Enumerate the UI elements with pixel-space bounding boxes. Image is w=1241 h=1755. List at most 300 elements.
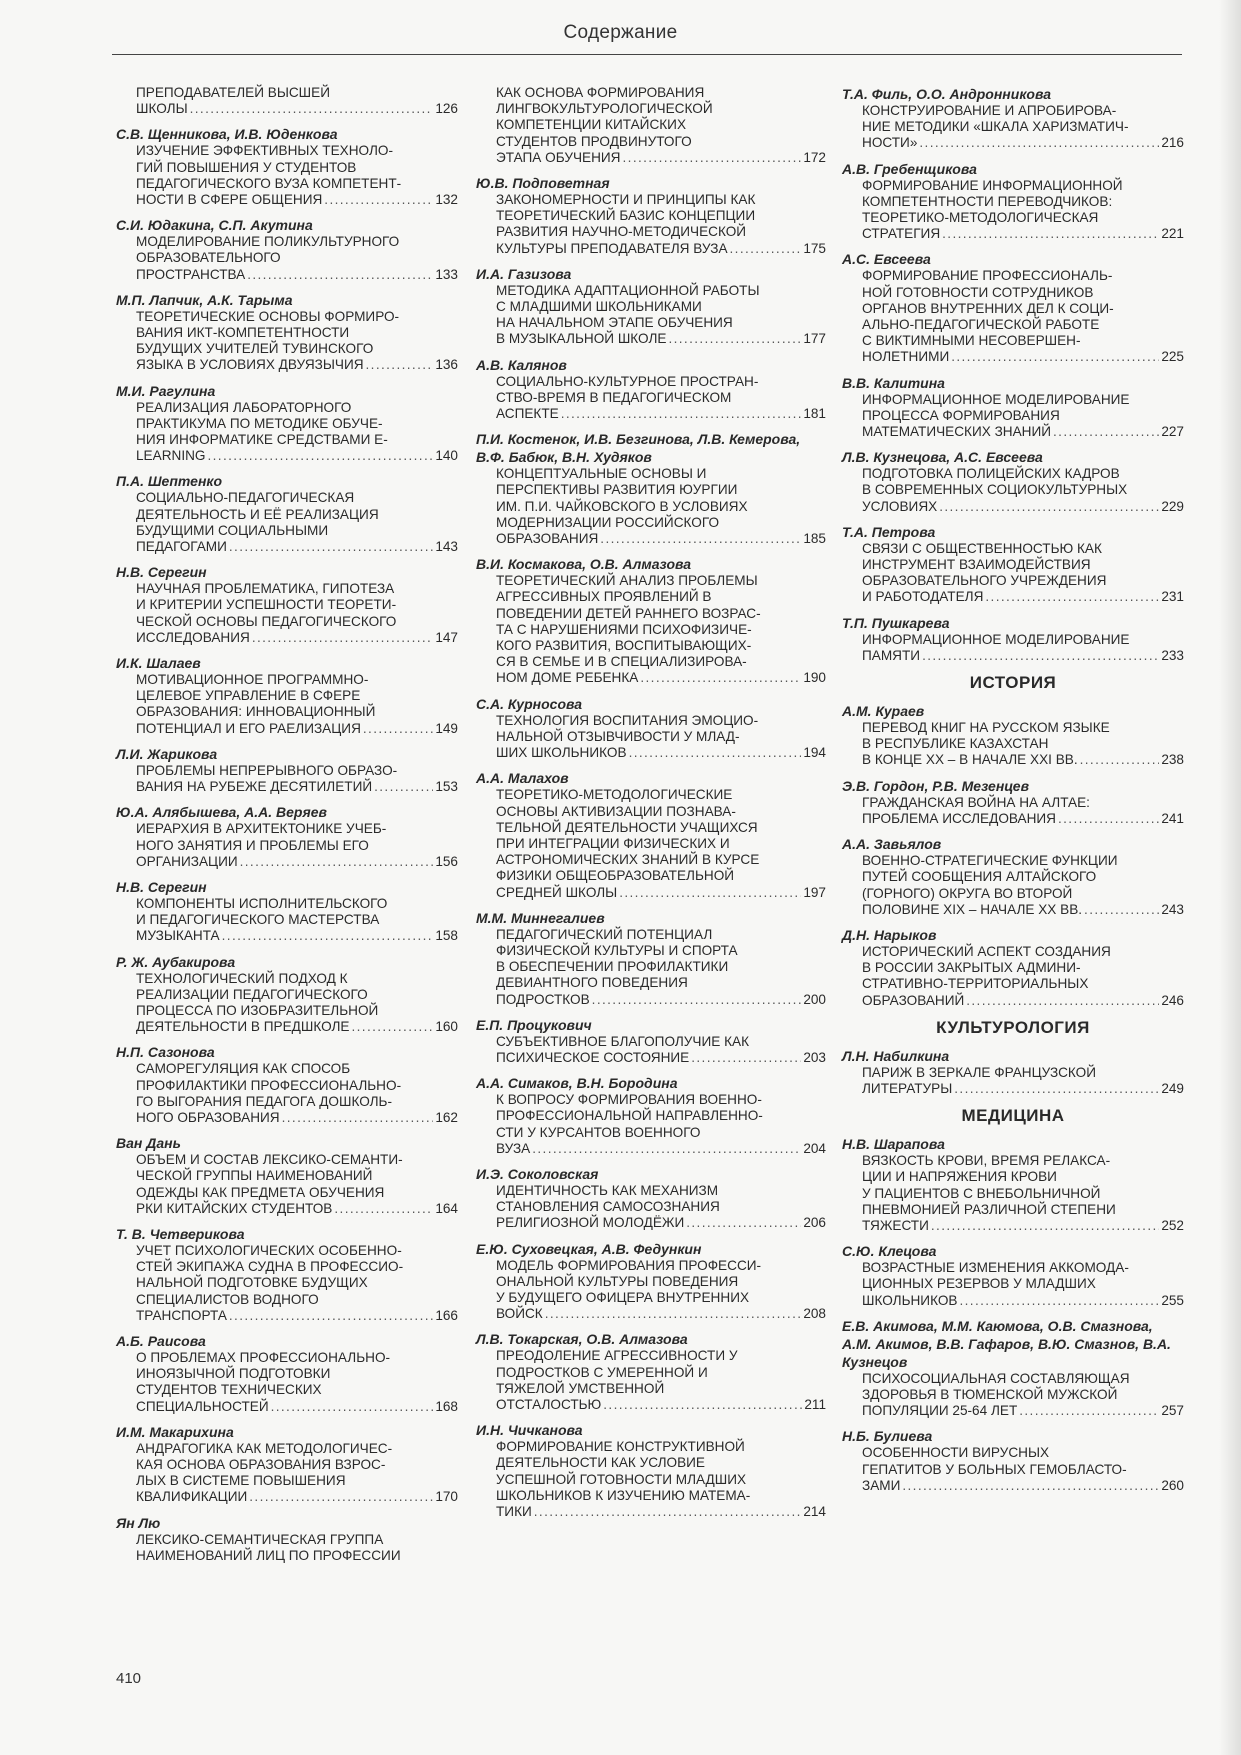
entry-title-line: ТЕЛЬНОЙ ДЕЯТЕЛЬНОСТИ УЧАЩИХСЯ bbox=[496, 819, 758, 835]
entry-title-line bbox=[136, 1489, 458, 1505]
entry-title-text: СПЕЦИАЛЬНОСТЕЙ bbox=[136, 1398, 269, 1414]
entry-title-text: СРЕДНЕЙ ШКОЛЫ bbox=[496, 884, 618, 900]
entry-title-line: ФОРМИРОВАНИЕ ИНФОРМАЦИОННОЙ bbox=[862, 177, 1123, 193]
toc-entry bbox=[116, 803, 458, 870]
entry-page-number: 136 bbox=[435, 357, 458, 373]
entry-title-line: ОБРАЗОВАТЕЛЬНОГО УЧРЕЖДЕНИЯ bbox=[862, 573, 1107, 589]
entry-title-line: У БУДУЩЕГО ОФИЦЕРА ВНУТРЕННИХ bbox=[496, 1289, 750, 1305]
entry-authors: Н.В. Серегин bbox=[116, 564, 207, 581]
toc-entry bbox=[842, 160, 1184, 243]
dot-leader bbox=[222, 928, 434, 944]
toc-entry bbox=[476, 430, 826, 547]
toc-entry bbox=[116, 1134, 458, 1217]
entry-title bbox=[842, 1065, 1184, 1097]
entry-authors: Ван Дань bbox=[116, 1135, 181, 1152]
toc-entry bbox=[116, 472, 458, 555]
entry-title bbox=[842, 944, 1184, 1009]
entry-title-line bbox=[136, 1019, 458, 1035]
entry-title-line: И ПЕДАГОГИЧЕСКОГО МАСТЕРСТВА bbox=[136, 912, 380, 928]
entry-authors: С.И. Юдакина, С.П. Акутина bbox=[116, 217, 313, 234]
dot-leader bbox=[229, 1308, 433, 1324]
entry-title-text: ШКОЛЫ bbox=[136, 101, 188, 117]
entry-title bbox=[116, 896, 458, 945]
entry-authors: С.В. Щенникова, И.В. Юденкова bbox=[116, 126, 338, 143]
entry-title-line bbox=[862, 349, 1184, 365]
section-heading: КУЛЬТУРОЛОГИЯ bbox=[936, 1017, 1090, 1037]
toc-entry bbox=[476, 356, 826, 423]
toc-entry bbox=[842, 1427, 1184, 1494]
entry-title-line: КОНСТРУИРОВАНИЕ И АПРОБИРОВА- bbox=[862, 103, 1117, 118]
entry-title-line: ОСНОВЫ АКТИВИЗАЦИИ ПОЗНАВА- bbox=[496, 803, 736, 819]
entry-title-line bbox=[496, 241, 826, 257]
entry-title-line: СЯ В СЕМЬЕ И В СПЕЦИАЛИЗИРОВА- bbox=[496, 654, 747, 670]
dot-leader bbox=[600, 531, 801, 547]
entry-title-text: СТРАТЕГИЯ bbox=[862, 226, 941, 242]
entry-title-line: СТЕЙ ЭКИПАЖА СУДНА В ПРОФЕССИО- bbox=[136, 1259, 404, 1275]
entry-title-line: (ГОРНОГО) ОКРУГА ВО ВТОРОЙ bbox=[862, 885, 1073, 901]
toc-entry bbox=[116, 1514, 458, 1564]
entry-title-line bbox=[862, 1218, 1184, 1234]
entry-title-line: КОМПОНЕНТЫ ИСПОЛНИТЕЛЬСКОГО bbox=[136, 895, 388, 911]
dot-leader bbox=[629, 745, 802, 761]
entry-page-number: 211 bbox=[804, 1396, 826, 1412]
entry-title-line: КОГО РАЗВИТИЯ, ВОСПИТЫВАЮЩИХ- bbox=[496, 638, 752, 654]
entry-page-number: 175 bbox=[803, 240, 826, 256]
entry-title-line: НОГО ЗАНЯТИЯ И ПРОБЛЕМЫ ЕГО bbox=[136, 837, 369, 853]
entry-title-line: ГЕПАТИТОВ У БОЛЬНЫХ ГЕМОБЛАСТО- bbox=[862, 1461, 1127, 1477]
entry-title-line: ПЕРЕВОД КНИГ НА РУССКОМ ЯЗЫКЕ bbox=[862, 720, 1110, 736]
entry-title-line: УСПЕШНОЙ ГОТОВНОСТИ МЛАДШИХ bbox=[496, 1471, 747, 1487]
entry-title-text: ШИХ ШКОЛЬНИКОВ bbox=[496, 745, 627, 761]
entry-authors: И.М. Макарихина bbox=[116, 1423, 234, 1440]
entry-title bbox=[116, 1532, 458, 1564]
toc-entry bbox=[842, 374, 1184, 441]
entry-title-line: ТЕОРЕТИЧЕСКИЙ БАЗИС КОНЦЕПЦИИ bbox=[496, 208, 756, 224]
entry-title-line: СТАНОВЛЕНИЯ САМОСОЗНАНИЯ bbox=[496, 1199, 720, 1215]
entry-authors: И.А. Газизова bbox=[476, 265, 572, 282]
entry-title-line: ОБРАЗОВАТЕЛЬНОГО bbox=[136, 250, 281, 266]
entry-title-line: ИДЕНТИЧНОСТЬ КАК МЕХАНИЗМ bbox=[496, 1182, 719, 1198]
toc-column-1 bbox=[116, 85, 458, 1572]
entry-title bbox=[476, 1258, 826, 1323]
entry-page-number: 156 bbox=[435, 853, 458, 869]
toc-column-2 bbox=[476, 85, 826, 1528]
toc-entry bbox=[842, 1135, 1184, 1234]
toc-entry bbox=[116, 654, 458, 737]
entry-title-line: КАК ОСНОВА ФОРМИРОВАНИЯ bbox=[496, 85, 705, 100]
entry-authors: А.В. Гребенщикова bbox=[842, 160, 977, 177]
entry-title-line: ЛЫХ В СИСТЕМЕ ПОВЫШЕНИЯ bbox=[136, 1473, 346, 1489]
entry-title bbox=[842, 178, 1184, 243]
entry-title-line: В СОВРЕМЕННЫХ СОЦИОКУЛЬТУРНЫХ bbox=[862, 482, 1128, 498]
toc-entry bbox=[116, 1423, 458, 1506]
entry-title-line: И КРИТЕРИИ УСПЕШНОСТИ ТЕОРЕТИ- bbox=[136, 597, 397, 613]
entry-authors: П.А. Шептенко bbox=[116, 473, 223, 490]
entry-title-line bbox=[496, 1050, 826, 1066]
entry-title bbox=[476, 787, 826, 900]
entry-title-line: КОНЦЕПТУАЛЬНЫЕ ОСНОВЫ И bbox=[496, 466, 707, 482]
entry-title bbox=[842, 103, 1184, 152]
entry-title bbox=[116, 581, 458, 646]
entry-title-line bbox=[136, 448, 458, 464]
entry-title-line bbox=[862, 499, 1184, 515]
entry-title-line: СОЦИАЛЬНО-ПЕДАГОГИЧЕСКАЯ bbox=[136, 490, 355, 506]
entry-title-text: МУЗЫКАНТА bbox=[136, 928, 220, 944]
entry-authors: А.А. Малахов bbox=[476, 770, 569, 787]
toc-entry bbox=[116, 953, 458, 1036]
entry-title bbox=[842, 541, 1184, 606]
dot-leader bbox=[1084, 902, 1159, 918]
entry-title-line: У ПАЦИЕНТОВ С ВНЕБОЛЬНИЧНОЙ bbox=[862, 1185, 1101, 1201]
entry-title-line: ВАНИЯ ИКТ-КОМПЕТЕНТНОСТИ bbox=[136, 325, 350, 341]
entry-authors: В.В. Калитина bbox=[842, 374, 945, 391]
toc-entry bbox=[842, 835, 1184, 918]
entry-title-line: ПНЕВМОНИЕЙ РАЗЛИЧНОЙ СТЕПЕНИ bbox=[862, 1201, 1116, 1217]
entry-title-line: ПОДГОТОВКА ПОЛИЦЕЙСКИХ КАДРОВ bbox=[862, 466, 1120, 482]
entry-title-line: ЦИОННЫХ РЕЗЕРВОВ У МЛАДШИХ bbox=[862, 1276, 1096, 1292]
entry-page-number: 132 bbox=[435, 192, 458, 208]
entry-title bbox=[476, 374, 826, 423]
entry-authors: Е.Ю. Суховецкая, А.В. Федункин bbox=[476, 1240, 702, 1257]
entry-page-number: 221 bbox=[1161, 226, 1184, 242]
dot-leader bbox=[691, 1050, 801, 1066]
entry-page-number: 170 bbox=[435, 1489, 458, 1505]
toc-entry bbox=[476, 555, 826, 686]
toc-entry bbox=[476, 1074, 826, 1157]
entry-title-line: НОЙ ГОТОВНОСТИ СОТРУДНИКОВ bbox=[862, 284, 1094, 300]
entry-title bbox=[842, 853, 1184, 918]
entry-title-line bbox=[496, 406, 826, 422]
toc-entry bbox=[476, 695, 826, 762]
entry-authors: Л.В. Кузнецова, А.С. Евсеева bbox=[842, 449, 1043, 466]
entry-authors: В.И. Космакова, О.В. Алмазова bbox=[476, 556, 692, 573]
entry-title-line: ОСОБЕННОСТИ ВИРУСНЫХ bbox=[862, 1445, 1050, 1461]
entry-title-line: ИНОЯЗЫЧНОЙ ПОДГОТОВКИ bbox=[136, 1366, 331, 1382]
entry-title-text: УСЛОВИЯХ bbox=[862, 498, 938, 514]
entry-authors: А.А. Симаков, В.Н. Бородина bbox=[476, 1075, 678, 1092]
entry-title bbox=[476, 283, 826, 348]
entry-authors: Н.В. Серегин bbox=[116, 878, 207, 895]
entry-title-line: ПОДРОСТКОВ С УМЕРЕННОЙ И bbox=[496, 1364, 708, 1380]
toc-entry bbox=[842, 448, 1184, 515]
entry-title-line bbox=[136, 1308, 458, 1324]
entry-title bbox=[116, 1243, 458, 1324]
entry-title-text: ПАМЯТИ bbox=[862, 647, 921, 663]
entry-page-number: 194 bbox=[803, 745, 826, 761]
entry-page-number: 162 bbox=[435, 1109, 458, 1125]
dot-leader bbox=[922, 648, 1159, 664]
entry-title-line: ОБЪЕМ И СОСТАВ ЛЕКСИКО-СЕМАНТИ- bbox=[136, 1152, 403, 1168]
entry-title-line bbox=[862, 1478, 1184, 1494]
entry-title-line: БУДУЩИМИ СОЦИАЛЬНЫМИ bbox=[136, 522, 329, 538]
entry-title-text: ДЕЯТЕЛЬНОСТИ В ПРЕДШКОЛЕ bbox=[136, 1019, 350, 1035]
entry-authors: Ю.А. Алябышева, А.А. Веряев bbox=[116, 804, 327, 821]
entry-title bbox=[116, 85, 458, 117]
entry-title-text: LEARNING bbox=[136, 448, 206, 464]
entry-title-line bbox=[136, 267, 458, 283]
entry-title-line: В ОБЕСПЕЧЕНИИ ПРОФИЛАКТИКИ bbox=[496, 959, 729, 975]
entry-title-line bbox=[496, 992, 826, 1008]
dot-leader bbox=[1053, 424, 1159, 440]
toc-entry bbox=[842, 85, 1184, 152]
entry-title-line: ДЕЯТЕЛЬНОСТЬ И ЕЁ РЕАЛИЗАЦИЯ bbox=[136, 506, 379, 522]
entry-title-line bbox=[136, 630, 458, 646]
entry-page-number: 197 bbox=[803, 884, 826, 900]
entry-title-line: ЧЕСКОЙ ГРУППЫ НАИМЕНОВАНИЙ bbox=[136, 1168, 373, 1184]
entry-authors: И.К. Шалаев bbox=[116, 655, 201, 672]
entry-title-line bbox=[496, 1215, 826, 1231]
entry-page-number: 208 bbox=[803, 1306, 826, 1322]
dot-leader bbox=[939, 499, 1159, 515]
entry-page-number: 206 bbox=[803, 1215, 826, 1231]
entry-title-line: СТУДЕНТОВ ТЕХНИЧЕСКИХ bbox=[136, 1382, 322, 1398]
entry-title-line bbox=[136, 779, 458, 795]
entry-title-line: ПАРИЖ В ЗЕРКАЛЕ ФРАНЦУЗСКОЙ bbox=[862, 1064, 1096, 1080]
entry-title-line: ГРАЖДАНСКАЯ ВОЙНА НА АЛТАЕ: bbox=[862, 794, 1090, 810]
toc-entry bbox=[476, 1240, 826, 1323]
entry-authors: Р. Ж. Аубакирова bbox=[116, 953, 236, 970]
entry-authors: Н.П. Сазонова bbox=[116, 1044, 215, 1061]
entry-title-text: НОЛЕТНИМИ bbox=[862, 349, 950, 365]
entry-title bbox=[116, 1441, 458, 1506]
entry-title-line: ПОВЕДЕНИИ ДЕТЕЙ РАННЕГО ВОЗРАС- bbox=[496, 605, 761, 621]
page-header-title: Содержание bbox=[563, 22, 678, 43]
entry-page-number: 160 bbox=[435, 1019, 458, 1035]
entry-page-number: 181 bbox=[803, 406, 826, 422]
entry-title-text: ОРГАНИЗАЦИИ bbox=[136, 853, 238, 869]
entry-authors: М.М. Миннегалиев bbox=[476, 909, 605, 926]
entry-title bbox=[842, 392, 1184, 441]
entry-title-line: ЗАКОНОМЕРНОСТИ И ПРИНЦИПЫ КАК bbox=[496, 192, 756, 208]
entry-title-line: АСТРОНОМИЧЕСКИХ ЗНАНИЙ В КУРСЕ bbox=[496, 852, 760, 868]
entry-page-number: 166 bbox=[435, 1307, 458, 1323]
entry-authors: Л.И. Жарикова bbox=[116, 745, 218, 762]
dot-leader bbox=[985, 589, 1159, 605]
dot-leader bbox=[240, 854, 434, 870]
entry-title-text: ПРОБЛЕМА ИССЛЕДОВАНИЯ bbox=[862, 810, 1056, 826]
toc-column-3 bbox=[842, 85, 1184, 1502]
entry-title-line: ТЯЖЕЛОЙ УМСТВЕННОЙ bbox=[496, 1380, 665, 1396]
entry-title-line: ПРИ ИНТЕГРАЦИИ ФИЗИЧЕСКИХ И bbox=[496, 835, 730, 851]
entry-title bbox=[476, 1034, 826, 1066]
entry-page-number: 214 bbox=[803, 1504, 826, 1519]
dot-leader bbox=[640, 670, 801, 686]
entry-page-number: 227 bbox=[1161, 424, 1184, 440]
entry-title-line bbox=[862, 811, 1184, 827]
entry-title bbox=[476, 466, 826, 547]
dot-leader bbox=[271, 1399, 434, 1415]
entry-title-line bbox=[136, 1201, 458, 1217]
entry-title bbox=[116, 672, 458, 737]
toc-entry bbox=[476, 1165, 826, 1232]
toc-entry bbox=[842, 926, 1184, 1009]
entry-title-line bbox=[136, 101, 458, 117]
entry-authors: С.А. Курносова bbox=[476, 695, 583, 712]
entry-page-number: 231 bbox=[1161, 589, 1184, 605]
entry-title-line bbox=[496, 331, 826, 347]
entry-title-text: ПСИХИЧЕСКОЕ СОСТОЯНИЕ bbox=[496, 1049, 690, 1065]
entry-title-line: МОДЕРНИЗАЦИИ РОССИЙСКОГО bbox=[496, 514, 720, 530]
entry-title bbox=[116, 821, 458, 870]
entry-title-line: АЛЬНО-ПЕДАГОГИЧЕСКОЙ РАБОТЕ bbox=[862, 317, 1100, 333]
entry-title bbox=[116, 234, 458, 283]
entry-title-text: ШКОЛЬНИКОВ bbox=[862, 1292, 958, 1308]
entry-page-number: 133 bbox=[435, 266, 458, 282]
entry-authors: Д.Н. Нарыков bbox=[842, 926, 937, 943]
entry-title-line: ПУТЕЙ СООБЩЕНИЯ АЛТАЙСКОГО bbox=[862, 869, 1097, 885]
dot-leader bbox=[730, 241, 802, 257]
entry-title-line: ПЕДАГОГИЧЕСКОГО ВУЗА КОМПЕТЕНТ- bbox=[136, 175, 402, 191]
entry-authors: П.И. Костенок, И.В. Безгинова, Л.В. Кемерова, В.Ф. Бабюк, В.Н. Худяков bbox=[476, 431, 801, 466]
toc-entry bbox=[842, 777, 1184, 827]
entry-title-line: ПРОЦЕССА ПО ИЗОБРАЗИТЕЛЬНОЙ bbox=[136, 1002, 379, 1018]
entry-title-line: НАИМЕНОВАНИЙ ЛИЦ ПО ПРОФЕССИИ bbox=[136, 1547, 401, 1563]
entry-title-line: ЦЕЛЕВОЕ УПРАВЛЕНИЕ В СФЕРЕ bbox=[136, 688, 361, 704]
entry-title bbox=[116, 143, 458, 208]
dot-leader bbox=[190, 101, 434, 117]
entry-title-line: СТВО-ВРЕМЯ В ПЕДАГОГИЧЕСКОМ bbox=[496, 389, 732, 405]
entry-title-line: ГО ВЫГОРАНИЯ ПЕДАГОГА ДОШКОЛЬ- bbox=[136, 1093, 392, 1109]
dot-leader bbox=[959, 1293, 1159, 1309]
toc-entry bbox=[116, 1043, 458, 1126]
entry-authors: Е.В. Акимова, М.М. Каюмова, О.В. Смазнова, А.М. Акимов, В.В. Гафаров, В.Ю. Смазнов, В.А. Кузнецов bbox=[842, 1317, 1171, 1370]
section-heading: ИСТОРИЯ bbox=[969, 673, 1057, 693]
entry-page-number: 168 bbox=[435, 1398, 458, 1414]
entry-title-line: НИЕ МЕТОДИКИ «ШКАЛА ХАРИЗМАТИЧ- bbox=[862, 119, 1129, 135]
entry-authors: М.И. Рагулина bbox=[116, 382, 216, 399]
entry-title bbox=[842, 720, 1184, 769]
entry-title-line: АГРЕССИВНЫХ ПРОЯВЛЕНИЙ В bbox=[496, 589, 712, 605]
entry-page-number: 185 bbox=[803, 531, 826, 547]
entry-title-line bbox=[136, 1399, 458, 1415]
dot-leader bbox=[592, 992, 802, 1008]
entry-title bbox=[476, 1183, 826, 1232]
entry-title bbox=[842, 466, 1184, 515]
entry-title-line bbox=[496, 531, 826, 547]
entry-title-line: ШКОЛЬНИКОВ К ИЗУЧЕНИЮ МАТЕМА- bbox=[496, 1487, 751, 1503]
entry-title bbox=[842, 1445, 1184, 1494]
entry-page-number: 246 bbox=[1161, 992, 1184, 1008]
entry-page-number: 216 bbox=[1161, 135, 1184, 151]
entry-title-text: ЛИТЕРАТУРЫ bbox=[862, 1080, 953, 1096]
entry-title-line: КОМПЕТЕНТНОСТИ ПЕРЕВОДЧИКОВ: bbox=[862, 193, 1113, 209]
toc-entry bbox=[842, 702, 1184, 769]
entry-title-line: ТЕХНОЛОГИЧЕСКИЙ ПОДХОД К bbox=[136, 970, 348, 986]
entry-page-number: 190 bbox=[803, 670, 826, 686]
entry-title-text: ПОТЕНЦИАЛ И ЕГО РАЕЛИЗАЦИЯ bbox=[136, 720, 361, 736]
entry-title-line: СОЦИАЛЬНО-КУЛЬТУРНОЕ ПРОСТРАН- bbox=[496, 373, 759, 389]
entry-title-line bbox=[862, 752, 1184, 768]
entry-title-line: К ВОПРОСУ ФОРМИРОВАНИЯ ВОЕННО- bbox=[496, 1092, 762, 1108]
entry-title-line bbox=[862, 424, 1184, 440]
toc-entry bbox=[116, 85, 458, 117]
toc-entry bbox=[476, 909, 826, 1008]
entry-title-line: РЕАЛИЗАЦИИ ПЕДАГОГИЧЕСКОГО bbox=[136, 986, 368, 1002]
toc-entry bbox=[842, 614, 1184, 664]
entry-authors: Ю.В. Подповетная bbox=[476, 175, 610, 192]
entry-title-line: ТЕОРЕТИКО-МЕТОДОЛОГИЧЕСКИЕ bbox=[496, 787, 733, 803]
entry-title-text: ВУЗА bbox=[496, 1140, 531, 1156]
entry-title-line: МОДЕЛИРОВАНИЕ ПОЛИКУЛЬТУРНОГО bbox=[136, 234, 400, 250]
entry-title-line bbox=[136, 357, 458, 373]
entry-title-text: ЯЗЫКА В УСЛОВИЯХ ДВУЯЗЫЧИЯ bbox=[136, 357, 364, 373]
page-number: 410 bbox=[116, 1670, 142, 1687]
entry-title-text: В КОНЦЕ XX – В НАЧАЛЕ XXI ВВ. bbox=[862, 752, 1078, 768]
toc-entry bbox=[476, 1330, 826, 1413]
entry-title-line: ПРЕОДОЛЕНИЕ АГРЕССИВНОСТИ У bbox=[496, 1348, 738, 1364]
entry-page-number: 164 bbox=[435, 1200, 458, 1216]
dot-leader bbox=[951, 349, 1159, 365]
dot-leader bbox=[902, 1478, 1159, 1494]
entry-title-line: ПСИХОСОЦИАЛЬНАЯ СОСТАВЛЯЮЩАЯ bbox=[862, 1370, 1130, 1386]
entry-title-text: МАТЕМАТИЧЕСКИХ ЗНАНИЙ bbox=[862, 424, 1052, 440]
dot-leader bbox=[282, 1110, 434, 1126]
entry-authors: А.А. Завьялов bbox=[842, 836, 942, 853]
entry-title-text: ТИКИ bbox=[496, 1504, 532, 1519]
toc-entry bbox=[842, 250, 1184, 365]
entry-title bbox=[476, 927, 826, 1008]
entry-title-line bbox=[496, 1504, 826, 1520]
toc-entry bbox=[116, 291, 458, 374]
toc-entry bbox=[842, 1242, 1184, 1309]
entry-title-text: ПОПУЛЯЦИИ 25-64 ЛЕТ bbox=[862, 1403, 1018, 1419]
entry-title-line: ПРОЦЕССА ФОРМИРОВАНИЯ bbox=[862, 407, 1060, 423]
entry-title-text: ИССЛЕДОВАНИЯ bbox=[136, 629, 250, 645]
entry-page-number: 249 bbox=[1161, 1080, 1184, 1096]
dot-leader bbox=[366, 357, 434, 373]
entry-page-number: 143 bbox=[435, 539, 458, 555]
entry-page-number: 158 bbox=[435, 928, 458, 944]
entry-title-line: КАЯ ОСНОВА ОБРАЗОВАНИЯ ВЗРОС- bbox=[136, 1456, 386, 1472]
entry-title-line: ТЕОРЕТИКО-МЕТОДОЛОГИЧЕСКАЯ bbox=[862, 210, 1099, 226]
entry-title-line bbox=[136, 192, 458, 208]
entry-title bbox=[116, 971, 458, 1036]
toc-entry bbox=[476, 174, 826, 257]
dot-leader bbox=[619, 885, 801, 901]
entry-title-line: СУБЪЕКТИВНОЕ БЛАГОПОЛУЧИЕ КАК bbox=[496, 1033, 749, 1049]
dot-leader bbox=[1019, 1403, 1159, 1419]
entry-page-number: 147 bbox=[435, 629, 458, 645]
entry-title-line: ОДЕЖДЫ КАК ПРЕДМЕТА ОБУЧЕНИЯ bbox=[136, 1184, 385, 1200]
toc-entry bbox=[116, 1225, 458, 1324]
entry-title-text: ПОЛОВИНЕ XIX – НАЧАЛЕ XX ВВ. bbox=[862, 901, 1083, 917]
entry-title-line: ФИЗИЧЕСКОЙ КУЛЬТУРЫ И СПОРТА bbox=[496, 942, 738, 958]
entry-title-line: ДЕЯТЕЛЬНОСТИ КАК УСЛОВИЕ bbox=[496, 1455, 705, 1471]
entry-title-line bbox=[862, 1293, 1184, 1309]
entry-title-line: ОБРАЗОВАНИЯ: ИННОВАЦИОННЫЙ bbox=[136, 704, 376, 720]
entry-authors: И.Н. Чичканова bbox=[476, 1422, 583, 1439]
entry-authors: А.В. Калянов bbox=[476, 356, 567, 373]
entry-title-text: ПОДРОСТКОВ bbox=[496, 991, 590, 1007]
entry-page-number: 252 bbox=[1161, 1217, 1184, 1233]
entry-title-text: ОБРАЗОВАНИЙ bbox=[862, 992, 965, 1008]
section-heading: МЕДИЦИНА bbox=[961, 1106, 1065, 1126]
entry-title-text: ПРОСТРАНСТВА bbox=[136, 266, 246, 282]
entry-title bbox=[476, 573, 826, 686]
toc-entry bbox=[116, 382, 458, 465]
dot-leader bbox=[561, 406, 802, 422]
entry-page-number: 149 bbox=[435, 720, 458, 736]
entry-title-line: УЧЕТ ПСИХОЛОГИЧЕСКИХ ОСОБЕННО- bbox=[136, 1242, 402, 1258]
entry-authors: М.П. Лапчик, А.К. Тарыма bbox=[116, 291, 293, 308]
dot-leader bbox=[686, 1215, 801, 1231]
entry-title bbox=[116, 400, 458, 465]
entry-title-text: И РАБОТОДАТЕЛЯ bbox=[862, 589, 984, 605]
entry-page-number: 229 bbox=[1161, 498, 1184, 514]
dot-leader bbox=[229, 539, 433, 555]
dot-leader bbox=[668, 331, 801, 347]
entry-authors: Е.П. Процукович bbox=[476, 1016, 592, 1033]
